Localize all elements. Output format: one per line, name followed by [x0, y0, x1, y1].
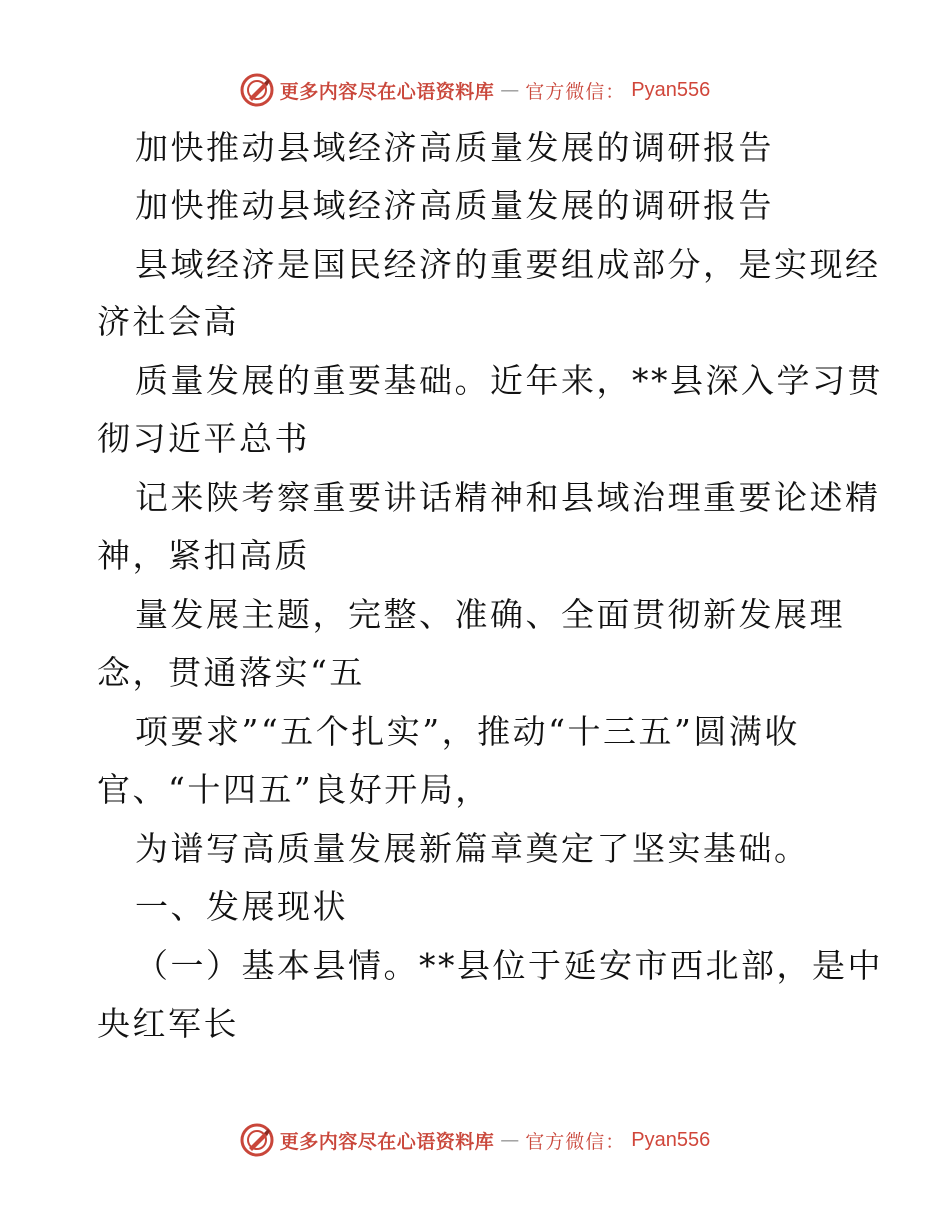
section-heading: 一、发展现状: [135, 887, 348, 926]
doc-line: 官、“十四五”良好开局，: [97, 770, 491, 809]
doc-line: 济社会高: [97, 302, 239, 341]
doc-line: 念，贯通落实“五: [97, 653, 365, 692]
doc-line: 项要求”“五个扎实”，推动“十三五”圆满收: [135, 712, 800, 751]
doc-line: 县域经济是国民经济的重要组成部分，是实现经: [135, 245, 881, 284]
watermark-official-label: 官方微信：: [525, 80, 626, 103]
doc-line: 央红军长: [97, 1004, 239, 1043]
watermark-wechat-id: Pyan556: [631, 1128, 711, 1151]
watermark-separator: —: [500, 1129, 520, 1151]
doc-line: 彻习近平总书: [97, 419, 310, 458]
doc-title-repeat: 加快推动县域经济高质量发展的调研报告: [135, 186, 774, 225]
watermark-brand-text: 更多内容尽在心语资料库: [279, 80, 495, 103]
brand-logo-icon: [240, 73, 274, 107]
watermark-separator: —: [500, 79, 520, 101]
doc-title: 加快推动县域经济高质量发展的调研报告: [135, 128, 774, 167]
watermark-official-label: 官方微信：: [525, 1130, 626, 1153]
doc-line: 质量发展的重要基础。近年来，**县深入学习贯: [135, 361, 883, 400]
doc-line: 记来陕考察重要讲话精神和县域治理重要论述精: [135, 478, 881, 517]
doc-line: 为谱写高质量发展新篇章奠定了坚实基础。: [135, 829, 810, 868]
watermark-brand-text: 更多内容尽在心语资料库: [279, 1130, 495, 1153]
footer-watermark: [0, 1122, 950, 1158]
doc-line: 量发展主题，完整、准确、全面贯彻新发展理: [135, 595, 845, 634]
brand-logo-icon: [240, 1123, 274, 1157]
doc-line: （一）基本县情。**县位于延安市西北部，是中: [135, 946, 883, 985]
doc-line: 神，紧扣高质: [97, 536, 310, 575]
header-watermark: [0, 72, 950, 108]
watermark-wechat-id: Pyan556: [631, 78, 711, 101]
